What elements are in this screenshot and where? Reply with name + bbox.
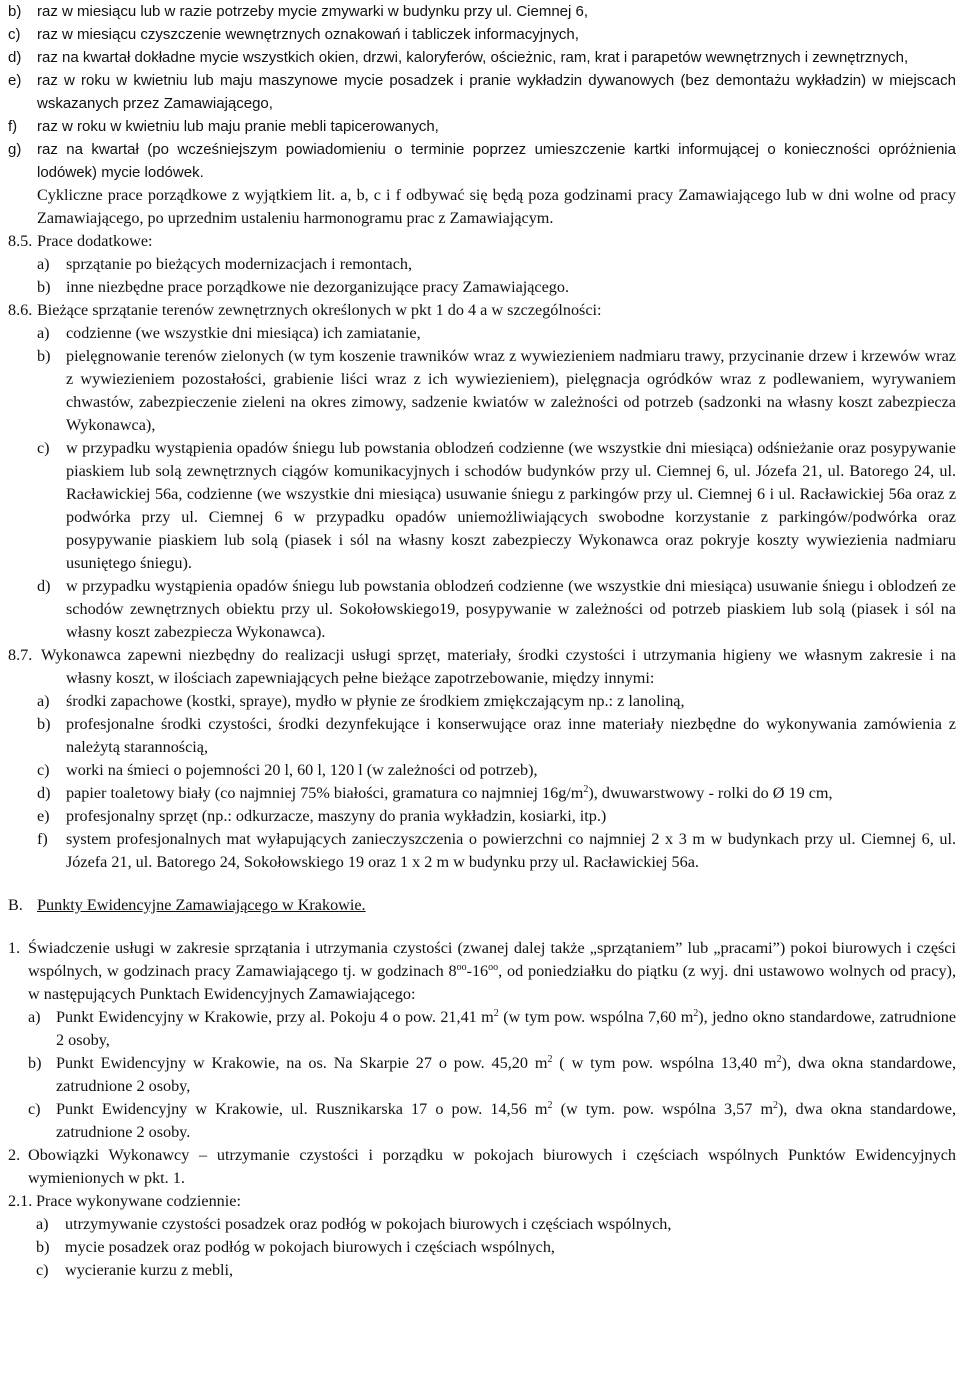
item-text: raz w roku w kwietniu lub maju maszynowe mycie posadzek i pranie wykładzin dywanowych (bez demontażu wykładzin) w miejscach wskazanych przez Zamawiającego, xyxy=(37,72,956,112)
cyclic-works-note: Cykliczne prace porządkowe z wyjątkiem lit. a, b, c i f odbywać się będą poza godzinami pracy Zamawiającego lub w dni wolne od pracy Zamawiającego, po uprzednim ustaleniu harmonogramu prac z Zamawiającym. xyxy=(37,186,956,227)
list-item xyxy=(8,322,956,345)
item-label: d) xyxy=(37,784,51,802)
section-letter: B. xyxy=(8,896,23,914)
item-text: system profesjonalnych mat wyłapujących zanieczyszczenia o powierzchni co najmniej 2 x 3 m w budynkach przy ul. Ciemnej 6, ul. Józefa 21, ul. Batorego 24, Sokołowskiego 19 oraz 1 x 2 m w budynku przy ul. Racławickiej 56a. xyxy=(66,830,956,871)
section-title: Bieżące sprzątanie terenów zewnętrznych określonych w pkt 1 do 4 a w szczególności: xyxy=(37,301,602,319)
item-text: wycieranie kurzu z mebli, xyxy=(65,1261,234,1279)
section-title: Prace wykonywane codziennie: xyxy=(36,1192,241,1210)
text-fragment: Świadczenie usługi w zakresie sprzątania i utrzymania czystości (zwanej dalej także „sprzątaniem” lub „pracami”) pokoi biurowych i części wspólnych, w godzinach pracy Zamawiającego tj. w godzinach 8 xyxy=(28,939,956,980)
item-text: w przypadku wystąpienia opadów śniegu lub powstania oblodzeń codzienne (we wszystkie dni miesiąca) odśnieżanie oraz posypywanie piaskiem lub solą zewnętrznych ciągów komunikacyjnych i schodów budynków przy ul. Ciemnej 6, ul. Józefa 21, ul. Batorego 24, ul. Racławickiej 56a, codzienne (we wszystkie dni miesiąca) usuwanie śniegu z parkingów przy ul. Ciemnej 6 i ul. Racławickiej 56a oraz z podwórka przy ul. Ciemnej 6 w przypadku opadów uniemożliwiających swobodne korzystanie z parkingów/podwórka oraz posypywanie piaskiem lub solą (piasek i sól na własny koszt zabezpieczy Wykonawca oraz pokryje koszty wywiezienia nadmiaru usuniętego śniegu). xyxy=(66,439,956,572)
section-b-heading xyxy=(8,894,956,917)
list-item xyxy=(8,253,956,276)
paragraph-text: Obowiązki Wykonawcy – utrzymanie czystości i porządku w pokojach biurowych i częściach wspólnych Punktów Ewidencyjnych wymienionych w pkt. 1. xyxy=(28,1146,956,1187)
list-item xyxy=(8,1213,956,1236)
superscript: 2 xyxy=(773,1100,779,1111)
item-label: c) xyxy=(37,439,50,457)
paragraph-text xyxy=(28,937,956,1006)
text-fragment: , od poniedziałku do piątku (z wyj. dni ustawowo wolnych od pracy), w następujących Punktach Ewidencyjnych Zamawiającego: xyxy=(28,962,956,1003)
item-text: raz w miesiącu czyszczenie wewnętrznych oznakowań i tabliczek informacyjnych, xyxy=(37,26,579,43)
item-text xyxy=(56,1098,956,1144)
text-fragment: Punkt Ewidencyjny w Krakowie, ul. Rusznikarska 17 o pow. 14,56 m xyxy=(56,1100,548,1118)
item-label: e) xyxy=(8,72,22,89)
item-label: a) xyxy=(37,324,50,342)
item-label: c) xyxy=(28,1100,41,1118)
list-item xyxy=(8,46,956,69)
text-fragment: (w tym. pow. wspólna 3,57 m xyxy=(552,1100,774,1118)
list-item xyxy=(8,138,956,184)
item-text: profesjonalny sprzęt (np.: odkurzacze, maszyny do prania wykładzin, kosiarki, itp.) xyxy=(66,807,607,825)
item-text: worki na śmieci o pojemności 20 l, 60 l, 120 l (w zależności od potrzeb), xyxy=(66,761,538,779)
text-fragment: papier toaletowy biały (co najmniej 75% białości, gramatura co najmniej 16g/m xyxy=(66,784,584,802)
section-8-5 xyxy=(8,230,956,299)
list-item xyxy=(8,276,956,299)
section-heading xyxy=(8,644,956,690)
text-fragment: ), jedno okno standardowe, zatrudnione 2 osoby, xyxy=(56,1008,956,1049)
section-number: 8.7. xyxy=(8,646,33,664)
list-item xyxy=(8,713,956,759)
text-fragment: ), dwa okna standardowe, zatrudnione 2 osoby, xyxy=(56,1054,956,1095)
item-text: raz w miesiącu lub w razie potrzeby mycie zmywarki w budynku przy ul. Ciemnej 6, xyxy=(37,3,589,20)
item-label: d) xyxy=(8,49,22,66)
superscript: 2 xyxy=(583,784,589,795)
item-label: c) xyxy=(8,26,21,43)
text-fragment: Punkt Ewidencyjny w Krakowie, przy al. Pokoju 4 o pow. 21,41 m xyxy=(56,1008,494,1026)
section-number: 2.1. xyxy=(8,1192,33,1210)
paragraph-number: 1. xyxy=(8,939,21,957)
cyclic-works-list xyxy=(8,0,956,184)
list-item xyxy=(8,690,956,713)
list-item xyxy=(8,575,956,644)
spacer xyxy=(8,874,956,894)
item-text: raz na kwartał (po wcześniejszym powiadomieniu o terminie poprzez umieszczenie kartki informującej o konieczności opróżnienia lodówek) mycie lodówek. xyxy=(37,141,956,181)
item-label: a) xyxy=(28,1008,41,1026)
numbered-paragraph xyxy=(8,937,956,1006)
section-8-6 xyxy=(8,299,956,644)
item-text: raz w roku w kwietniu lub maju pranie mebli tapicerowanych, xyxy=(37,118,439,135)
list-item xyxy=(8,1236,956,1259)
item-text: sprzątanie po bieżących modernizacjach i remontach, xyxy=(66,255,413,273)
item-label: d) xyxy=(37,577,51,595)
list-item xyxy=(8,759,956,782)
numbered-paragraph xyxy=(8,1144,956,1190)
item-text: codzienne (we wszystkie dni miesiąca) ich zamiatanie, xyxy=(66,324,421,342)
item-text xyxy=(56,1052,956,1098)
section-number: 8.5. xyxy=(8,232,33,250)
item-text: raz na kwartał dokładne mycie wszystkich okien, drzwi, kaloryferów, ościeżnic, ram, krat i parapetów wewnętrznych i zewnętrznych, xyxy=(37,49,909,66)
item-label: c) xyxy=(37,761,50,779)
superscript: 2 xyxy=(547,1054,553,1065)
section-heading xyxy=(8,1190,956,1213)
item-label: g) xyxy=(8,141,22,158)
item-text: środki zapachowe (kostki, spraye), mydło w płynie ze środkiem zmiękczającym np.: z lanoliną, xyxy=(66,692,685,710)
superscript: 2 xyxy=(493,1008,499,1019)
superscript: oo xyxy=(456,962,467,973)
list-item xyxy=(8,0,956,23)
item-label: b) xyxy=(37,347,51,365)
item-text: mycie posadzek oraz podłóg w pokojach biurowych i częściach wspólnych, xyxy=(65,1238,555,1256)
section-b-2-1 xyxy=(8,1190,956,1282)
list-item xyxy=(8,1006,956,1052)
superscript: 2 xyxy=(547,1100,553,1111)
item-label: a) xyxy=(37,692,50,710)
text-fragment: ( w tym pow. wspólna 13,40 m xyxy=(552,1054,777,1072)
item-label: e) xyxy=(37,807,50,825)
list-item xyxy=(8,1259,956,1282)
list-item xyxy=(8,828,956,874)
item-text: inne niezbędne prace porządkowe nie dezorganizujące pracy Zamawiającego. xyxy=(66,278,570,296)
section-heading xyxy=(8,230,956,253)
paragraph-number: 2. xyxy=(8,1146,21,1164)
text-fragment: ), dwuwarstwowy - rolki do Ø 19 cm, xyxy=(588,784,833,802)
section-title: Prace dodatkowe: xyxy=(37,232,153,250)
list-item xyxy=(8,23,956,46)
section-title: Wykonawca zapewni niezbędny do realizacji usługi sprzęt, materiały, środki czystości i utrzymania higieny we własnym zakresie i na własny koszt, w ilościach zapewniających pełne bieżące zapotrzebowanie, między innymi: xyxy=(41,646,956,687)
text-fragment: -16 xyxy=(466,962,489,980)
item-label: b) xyxy=(36,1238,50,1256)
list-item xyxy=(8,1098,956,1144)
text-fragment: ), dwa okna standardowe, zatrudnione 2 osoby. xyxy=(56,1100,956,1141)
superscript: 2 xyxy=(693,1008,699,1019)
item-text: utrzymywanie czystości posadzek oraz podłóg w pokojach biurowych i częściach wspólnych, xyxy=(65,1215,672,1233)
item-text: pielęgnowanie terenów zielonych (w tym koszenie trawników wraz z wywiezieniem nadmiaru trawy, przycinanie drzew i krzewów wraz z wywiezieniem pozostałości, grabienie liści wraz z ich wywiezieniem), pielęgnacja ogródków wraz z podlewaniem, wyrywaniem chwastów, zabezpieczenie zieleni na okres zimowy, sadzenie kwiatów w zależności od potrzeb (sadzonki na własny koszt zabezpiecza Wykonawca), xyxy=(66,347,956,434)
section-8-7 xyxy=(8,644,956,874)
list-item xyxy=(8,805,956,828)
spacer xyxy=(8,917,956,937)
section-heading xyxy=(8,299,956,322)
text-fragment: (w tym pow. wspólna 7,60 m xyxy=(498,1008,694,1026)
list-item xyxy=(8,115,956,138)
list-item xyxy=(8,1052,956,1098)
item-text xyxy=(56,1006,956,1052)
section-number: 8.6. xyxy=(8,301,33,319)
item-text: w przypadku wystąpienia opadów śniegu lub powstania oblodzeń codzienne (we wszystkie dni miesiąca) usuwanie śniegu i oblodzeń ze schodów zewnętrznych obiektu przy ul. Sokołowskiego19, posypywanie w zależności od potrzeb piaskiem lub solą (piasek i sól na własny koszt zabezpiecza Wykonawca). xyxy=(66,577,956,641)
item-label: a) xyxy=(36,1215,49,1233)
list-item xyxy=(8,345,956,437)
list-item xyxy=(8,782,956,805)
list-item xyxy=(8,69,956,115)
item-label: b) xyxy=(28,1054,42,1072)
item-label: b) xyxy=(37,715,51,733)
superscript: 2 xyxy=(776,1054,782,1065)
item-label: c) xyxy=(36,1261,49,1279)
list-item xyxy=(8,437,956,575)
item-label: f) xyxy=(37,830,48,848)
section-title: Punkty Ewidencyjne Zamawiającego w Krakowie. xyxy=(37,896,366,914)
item-text: profesjonalne środki czystości, środki dezynfekujące i konserwujące oraz inne materiały niezbędne do wykonywania zamówienia z należytą starannością, xyxy=(66,715,956,756)
item-label: b) xyxy=(37,278,51,296)
item-text xyxy=(66,782,956,805)
superscript: oo xyxy=(488,962,499,973)
item-label: a) xyxy=(37,255,50,273)
section-b-1 xyxy=(8,937,956,1144)
item-label: f) xyxy=(8,118,18,135)
item-label: b) xyxy=(8,3,22,20)
text-fragment: Punkt Ewidencyjny w Krakowie, na os. Na Skarpie 27 o pow. 45,20 m xyxy=(56,1054,548,1072)
